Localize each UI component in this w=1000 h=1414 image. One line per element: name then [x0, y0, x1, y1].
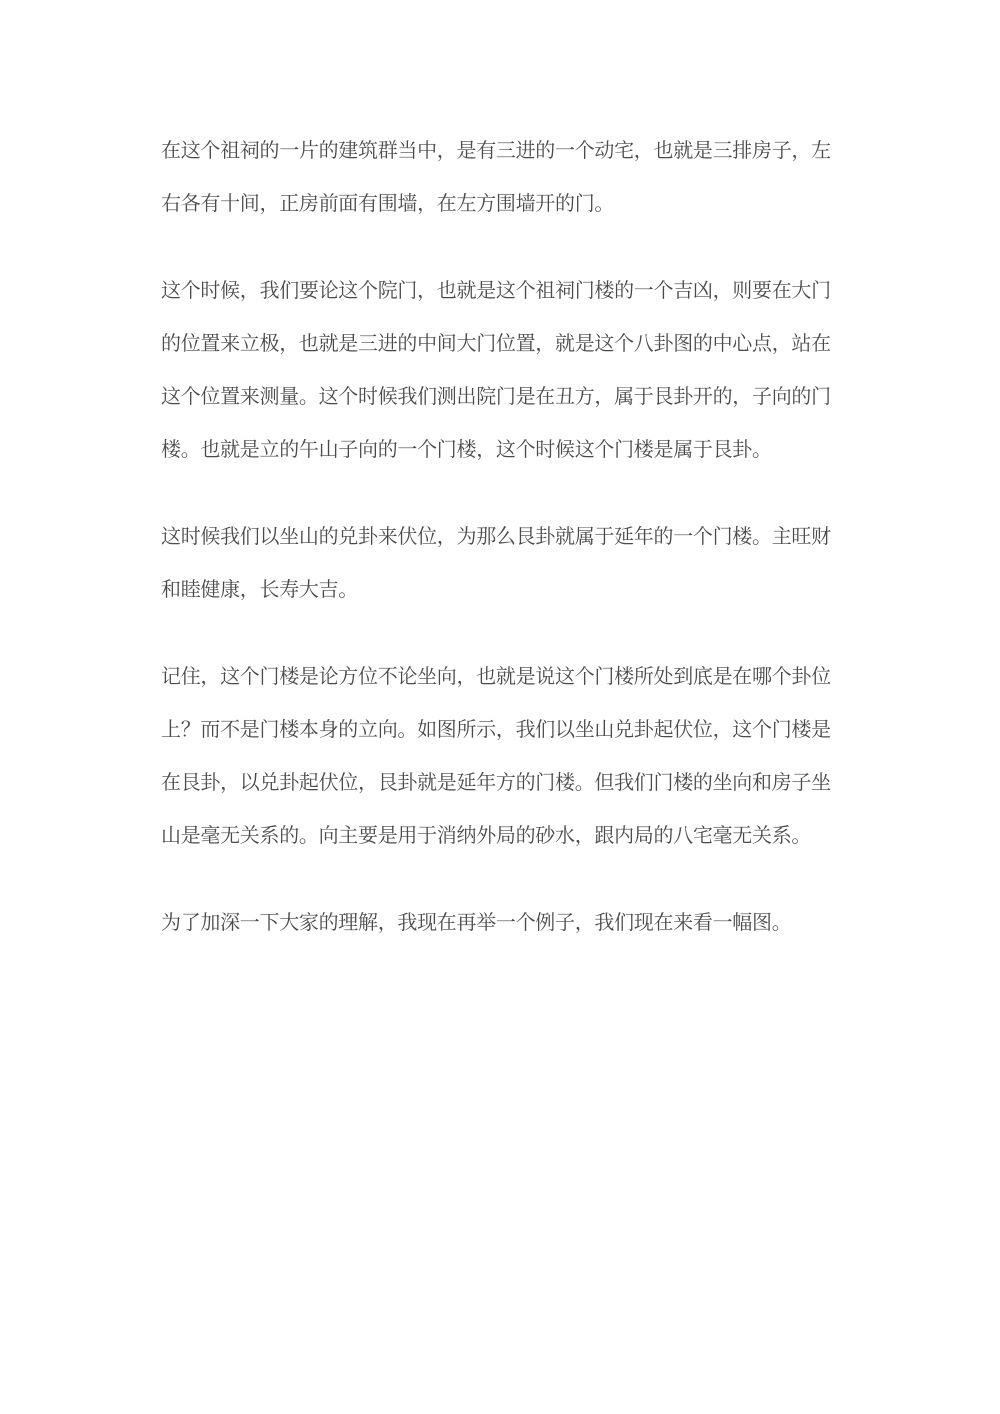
text-line: 楼。也就是立的午山子向的一个门楼，这个时候这个门楼是属于艮卦。 [161, 437, 772, 461]
paragraph-1 [161, 124, 841, 230]
paragraph-2 [161, 264, 841, 476]
text-line: 山是毫无关系的。向主要是用于消纳外局的砂水，跟内局的八宅毫无关系。 [161, 823, 812, 847]
text-line: 在艮卦，以兑卦起伏位，艮卦就是延年方的门楼。但我们门楼的坐向和房子坐 [161, 770, 831, 794]
text-line: 为了加深一下大家的理解，我现在再举一个例子，我们现在来看一幅图。 [161, 910, 792, 934]
document-page [161, 124, 841, 983]
paragraph-4 [161, 650, 841, 862]
text-line: 和睦健康，长寿大吉。 [161, 577, 358, 601]
text-line: 在这个祖祠的一片的建筑群当中，是有三进的一个动宅，也就是三排房子，左 [161, 138, 831, 162]
text-line: 上？而不是门楼本身的立向。如图所示，我们以坐山兑卦起伏位，这个门楼是 [161, 717, 831, 741]
text-line: 这个时候，我们要论这个院门，也就是这个祖祠门楼的一个吉凶，则要在大门 [161, 278, 831, 302]
paragraph-3 [161, 510, 841, 616]
text-line: 的位置来立极，也就是三进的中间大门位置，就是这个八卦图的中心点，站在 [161, 331, 831, 355]
text-line: 右各有十间，正房前面有围墙，在左方围墙开的门。 [161, 191, 615, 215]
text-line: 这个位置来测量。这个时候我们测出院门是在丑方，属于艮卦开的，子向的门 [161, 384, 831, 408]
paragraph-5 [161, 896, 841, 949]
text-line: 这时候我们以坐山的兑卦来伏位，为那么艮卦就属于延年的一个门楼。主旺财 [161, 524, 831, 548]
text-line: 记住，这个门楼是论方位不论坐向，也就是说这个门楼所处到底是在哪个卦位 [161, 664, 831, 688]
